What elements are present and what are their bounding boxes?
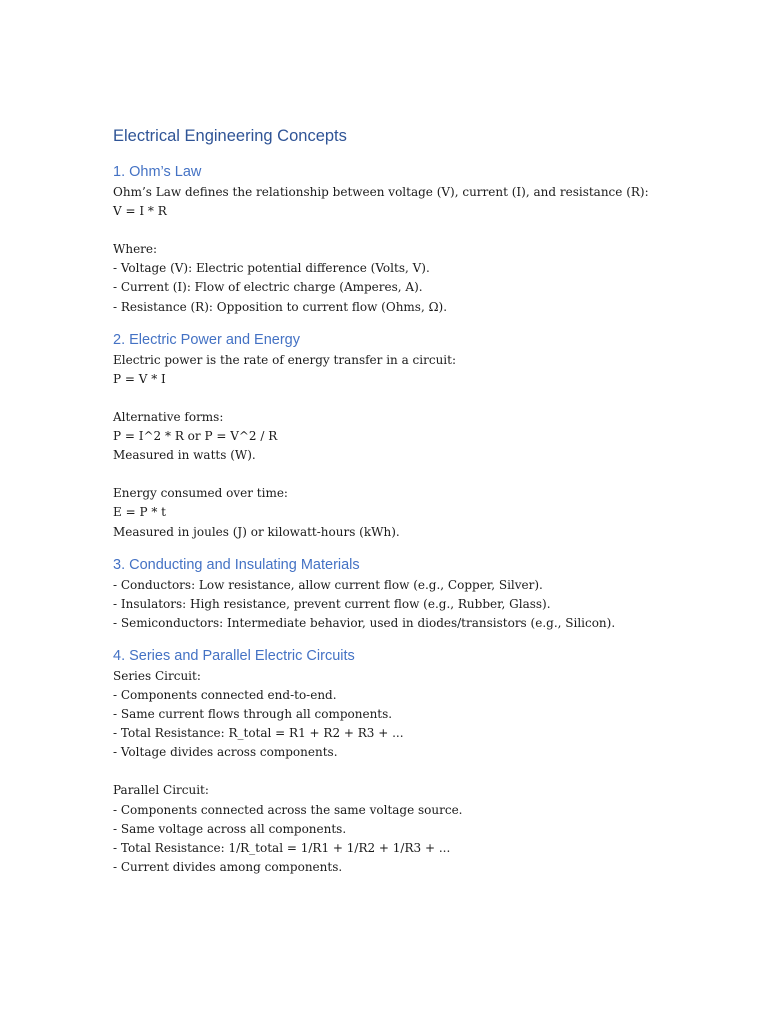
body-line: Electric power is the rate of energy transfer in a circuit: — [113, 352, 457, 367]
body-line: Where: — [113, 242, 158, 257]
section-ohms-law — [113, 161, 713, 317]
document-title: Electrical Engineering Concepts — [113, 127, 347, 145]
formula-line: P = I^2 * R or P = V^2 / R — [113, 429, 278, 444]
section-heading: 3. Conducting and Insulating Materials — [113, 556, 360, 573]
list-item: - Total Resistance: 1/R_total = 1/R1 + 1/R2 + 1/R3 + ... — [113, 840, 451, 855]
section-heading: 2. Electric Power and Energy — [113, 331, 300, 348]
blank-line — [113, 221, 713, 240]
formula-line: V = I * R — [113, 204, 167, 219]
body-line: Alternative forms: — [113, 409, 224, 424]
section-circuits — [113, 645, 713, 877]
section-materials — [113, 554, 713, 633]
body-line: Measured in joules (J) or kilowatt-hours (kWh). — [113, 524, 400, 539]
body-line: Series Circuit: — [113, 668, 201, 683]
list-item: - Total Resistance: R_total = R1 + R2 + R3 + ... — [113, 726, 404, 741]
list-item: - Components connected across the same voltage source. — [113, 802, 463, 817]
blank-line — [113, 465, 713, 484]
list-item: - Voltage divides across components. — [113, 745, 338, 760]
list-item: - Conductors: Low resistance, allow current flow (e.g., Copper, Silver). — [113, 577, 543, 592]
blank-line — [113, 762, 713, 781]
document-content — [113, 125, 713, 877]
list-item: - Same voltage across all components. — [113, 821, 347, 836]
section-electric-power — [113, 329, 713, 542]
section-heading: 4. Series and Parallel Electric Circuits — [113, 647, 355, 664]
list-item: - Semiconductors: Intermediate behavior, used in diodes/transistors (e.g., Silicon). — [113, 615, 616, 630]
list-item: - Current (I): Flow of electric charge (Amperes, A). — [113, 280, 423, 295]
list-item: - Insulators: High resistance, prevent current flow (e.g., Rubber, Glass). — [113, 596, 551, 611]
list-item: - Same current flows through all components. — [113, 707, 393, 722]
body-line: Parallel Circuit: — [113, 783, 209, 798]
list-item: - Voltage (V): Electric potential difference (Volts, V). — [113, 261, 430, 276]
blank-line — [113, 389, 713, 408]
list-item: - Current divides among components. — [113, 859, 343, 874]
formula-line: E = P * t — [113, 505, 166, 520]
list-item: - Components connected end-to-end. — [113, 687, 337, 702]
section-heading: 1. Ohm’s Law — [113, 164, 202, 180]
body-line: Energy consumed over time: — [113, 486, 288, 501]
body-line: Measured in watts (W). — [113, 448, 256, 463]
list-item: - Resistance (R): Opposition to current flow (Ohms, Ω). — [113, 299, 448, 314]
body-line: Ohm’s Law defines the relationship between voltage (V), current (I), and resistance (R): — [113, 185, 649, 199]
formula-line: P = V * I — [113, 371, 166, 386]
